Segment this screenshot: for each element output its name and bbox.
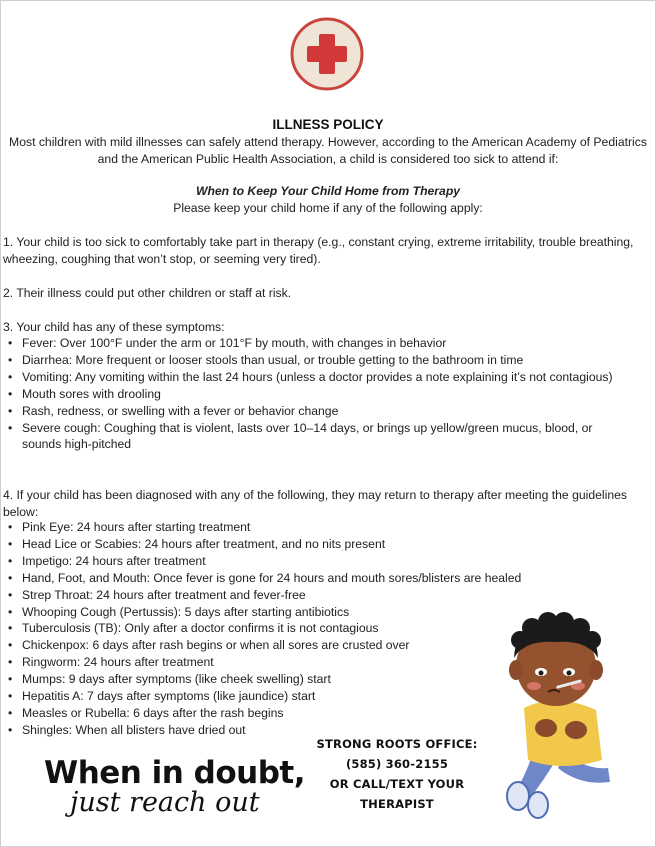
list-item: • Mouth sores with drooling bbox=[3, 386, 633, 403]
section-subheading: When to Keep Your Child Home from Therapy bbox=[195, 184, 461, 198]
office-phone[interactable]: (585) 360-2155 bbox=[345, 757, 449, 771]
list-item: • Shingles: When all blisters have dried out bbox=[3, 722, 633, 739]
symptom-list bbox=[3, 335, 633, 453]
slogan-heading: When in doubt, bbox=[44, 755, 305, 791]
list-item: • Severe cough: Coughing that is violent, lasts over 10–14 days, or brings up yellow/green mucus, blood, or sounds high-pitched bbox=[3, 420, 633, 454]
office-contact bbox=[305, 734, 489, 814]
list-item: • Hepatitis A: 7 days after symptoms (like jaundice) start bbox=[3, 688, 633, 705]
list-item: • Measles or Rubella: 6 days after the rash begins bbox=[3, 705, 633, 722]
red-cross-icon bbox=[290, 17, 364, 91]
criterion-2: 2. Their illness could put other children or staff at risk. bbox=[3, 286, 292, 300]
sick-child-illustration bbox=[496, 600, 622, 822]
criterion-4: 4. If your child has been diagnosed with any of the following, they may return to therapy after meeting the guidelines below: bbox=[3, 488, 627, 519]
office-name: STRONG ROOTS OFFICE: bbox=[316, 737, 478, 751]
page-title: ILLNESS POLICY bbox=[272, 117, 384, 132]
list-item: • Mumps: 9 days after symptoms (like cheek swelling) start bbox=[3, 671, 633, 688]
slogan-script: just reach out bbox=[70, 787, 260, 818]
list-item: • Tuberculosis (TB): Only after a doctor confirms it is not contagious bbox=[3, 620, 633, 637]
criterion-3: 3. Your child has any of these symptoms: bbox=[3, 320, 225, 334]
list-item: • Hand, Foot, and Mouth: Once fever is gone for 24 hours and mouth sores/blisters are healed bbox=[3, 570, 633, 587]
list-item: • Impetigo: 24 hours after treatment bbox=[3, 553, 633, 570]
list-item: • Head Lice or Scabies: 24 hours after treatment, and no nits present bbox=[3, 536, 633, 553]
list-item: • Whooping Cough (Pertussis): 5 days after starting antibiotics bbox=[3, 604, 633, 621]
list-item: • Strep Throat: 24 hours after treatment and fever-free bbox=[3, 587, 633, 604]
list-item: • Rash, redness, or swelling with a fever or behavior change bbox=[3, 403, 633, 420]
intro-paragraph: Most children with mild illnesses can safely attend therapy. However, according to the American Academy of Pediatrics and the American Public Health Association, a child is considered too sick to attend if: bbox=[9, 135, 647, 166]
list-item: • Ringworm: 24 hours after treatment bbox=[3, 654, 633, 671]
therapist-contact-note: OR CALL/TEXT YOUR THERAPIST bbox=[329, 777, 465, 811]
list-item: • Vomiting: Any vomiting within the last 24 hours (unless a doctor provides a note explaining it’s not contagious) bbox=[3, 369, 633, 386]
list-item: • Fever: Over 100°F under the arm or 101°F by mouth, with changes in behavior bbox=[3, 335, 633, 352]
list-item: • Chickenpox: 6 days after rash begins or when all sores are crusted over bbox=[3, 637, 633, 654]
section-subtext: Please keep your child home if any of the following apply: bbox=[173, 201, 483, 215]
criterion-1: 1. Your child is too sick to comfortably take part in therapy (e.g., constant crying, extreme irritability, trouble breathing, wheezing, coughing that won’t stop, or seeming very tired). bbox=[3, 235, 634, 266]
list-item: • Pink Eye: 24 hours after starting treatment bbox=[3, 519, 633, 536]
list-item: • Diarrhea: More frequent or looser stools than usual, or trouble getting to the bathroom in time bbox=[3, 352, 633, 369]
